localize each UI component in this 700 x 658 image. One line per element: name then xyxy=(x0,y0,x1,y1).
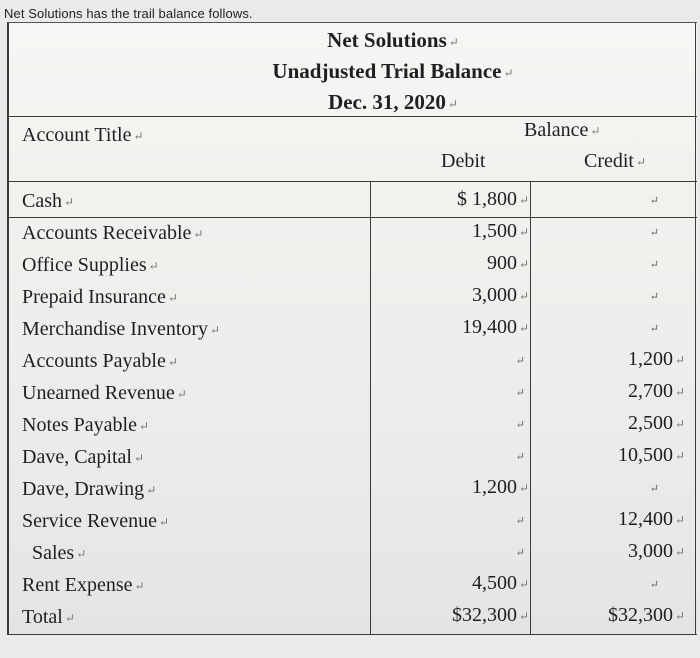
credit-cell: 12,400 ↵ xyxy=(617,508,685,530)
empty-debit-mark: ↵ xyxy=(515,419,525,431)
empty-debit-mark: ↵ xyxy=(515,515,525,527)
debit-cell: $32,300 ↵ xyxy=(451,604,529,626)
debit-cell: 3,000 ↵ xyxy=(471,284,529,306)
account-cell: Dave, Drawing ↵ xyxy=(22,478,157,500)
balance-header: Balance ↵ xyxy=(524,119,601,141)
credit-cell: 1,200 ↵ xyxy=(627,348,685,370)
table-row xyxy=(9,218,697,250)
empty-credit-mark: ↵ xyxy=(649,291,659,303)
account-cell: Cash ↵ xyxy=(22,190,75,212)
account-cell: Rent Expense ↵ xyxy=(22,574,145,596)
report-title: Unadjusted Trial Balance ↵ xyxy=(272,59,514,83)
account-cell: Prepaid Insurance ↵ xyxy=(22,286,178,308)
debit-cell: 1,500 ↵ xyxy=(471,220,529,242)
debit-cell: 19,400 ↵ xyxy=(461,316,529,338)
debit-cell: 4,500 ↵ xyxy=(471,572,529,594)
table-row xyxy=(9,282,697,314)
empty-debit-mark: ↵ xyxy=(515,387,525,399)
empty-credit-mark: ↵ xyxy=(649,259,659,271)
table-row xyxy=(9,570,697,602)
account-cell: Unearned Revenue ↵ xyxy=(22,382,187,404)
debit-cell: 1,200 ↵ xyxy=(471,476,529,498)
account-cell: Service Revenue ↵ xyxy=(22,510,170,532)
credit-cell: 3,000 ↵ xyxy=(627,540,685,562)
credit-cell: 2,700 ↵ xyxy=(627,380,685,402)
account-cell: Total ↵ xyxy=(22,606,75,628)
credit-cell: 2,500 ↵ xyxy=(627,412,685,434)
debit-cell: 900 ↵ xyxy=(486,252,529,274)
account-cell: Merchandise Inventory ↵ xyxy=(22,318,221,340)
account-cell: Accounts Payable ↵ xyxy=(22,350,178,372)
empty-credit-mark: ↵ xyxy=(649,579,659,591)
empty-credit-mark: ↵ xyxy=(649,227,659,239)
report-date: Dec. 31, 2020 ↵ xyxy=(328,90,458,114)
table-row xyxy=(9,602,697,634)
bottom-rule xyxy=(9,634,697,635)
debit-header: Debit xyxy=(441,150,486,172)
account-title-header: Account Title ↵ xyxy=(22,124,144,146)
account-cell: Dave, Capital ↵ xyxy=(22,446,145,468)
empty-debit-mark: ↵ xyxy=(515,451,525,463)
table-row xyxy=(9,346,697,378)
company-name: Net Solutions ↵ xyxy=(327,28,459,52)
trial-balance-sheet xyxy=(7,22,697,635)
account-cell: Sales ↵ xyxy=(32,542,87,564)
intro-text: Net Solutions has the trail balance follows. xyxy=(4,6,253,21)
debit-cell: $ 1,800 ↵ xyxy=(456,188,529,210)
account-cell: Notes Payable ↵ xyxy=(22,414,150,436)
table-row xyxy=(9,378,697,410)
credit-header: Credit ↵ xyxy=(584,150,647,172)
table-row xyxy=(9,474,697,506)
column-header-rule xyxy=(9,181,697,182)
account-cell: Accounts Receivable ↵ xyxy=(22,222,204,244)
table-row xyxy=(9,314,697,346)
account-cell: Office Supplies ↵ xyxy=(22,254,159,276)
empty-debit-mark: ↵ xyxy=(515,547,525,559)
empty-credit-mark: ↵ xyxy=(649,323,659,335)
empty-debit-mark: ↵ xyxy=(515,355,525,367)
empty-credit-mark: ↵ xyxy=(649,195,659,207)
table-row xyxy=(9,250,697,282)
table-row xyxy=(9,538,697,570)
credit-cell: $32,300 ↵ xyxy=(607,604,685,626)
table-row xyxy=(9,442,697,474)
credit-cell: 10,500 ↵ xyxy=(617,444,685,466)
header-rule xyxy=(9,116,697,117)
empty-credit-mark: ↵ xyxy=(649,483,659,495)
table-row xyxy=(9,186,697,218)
table-row xyxy=(9,506,697,538)
table-row xyxy=(9,410,697,442)
